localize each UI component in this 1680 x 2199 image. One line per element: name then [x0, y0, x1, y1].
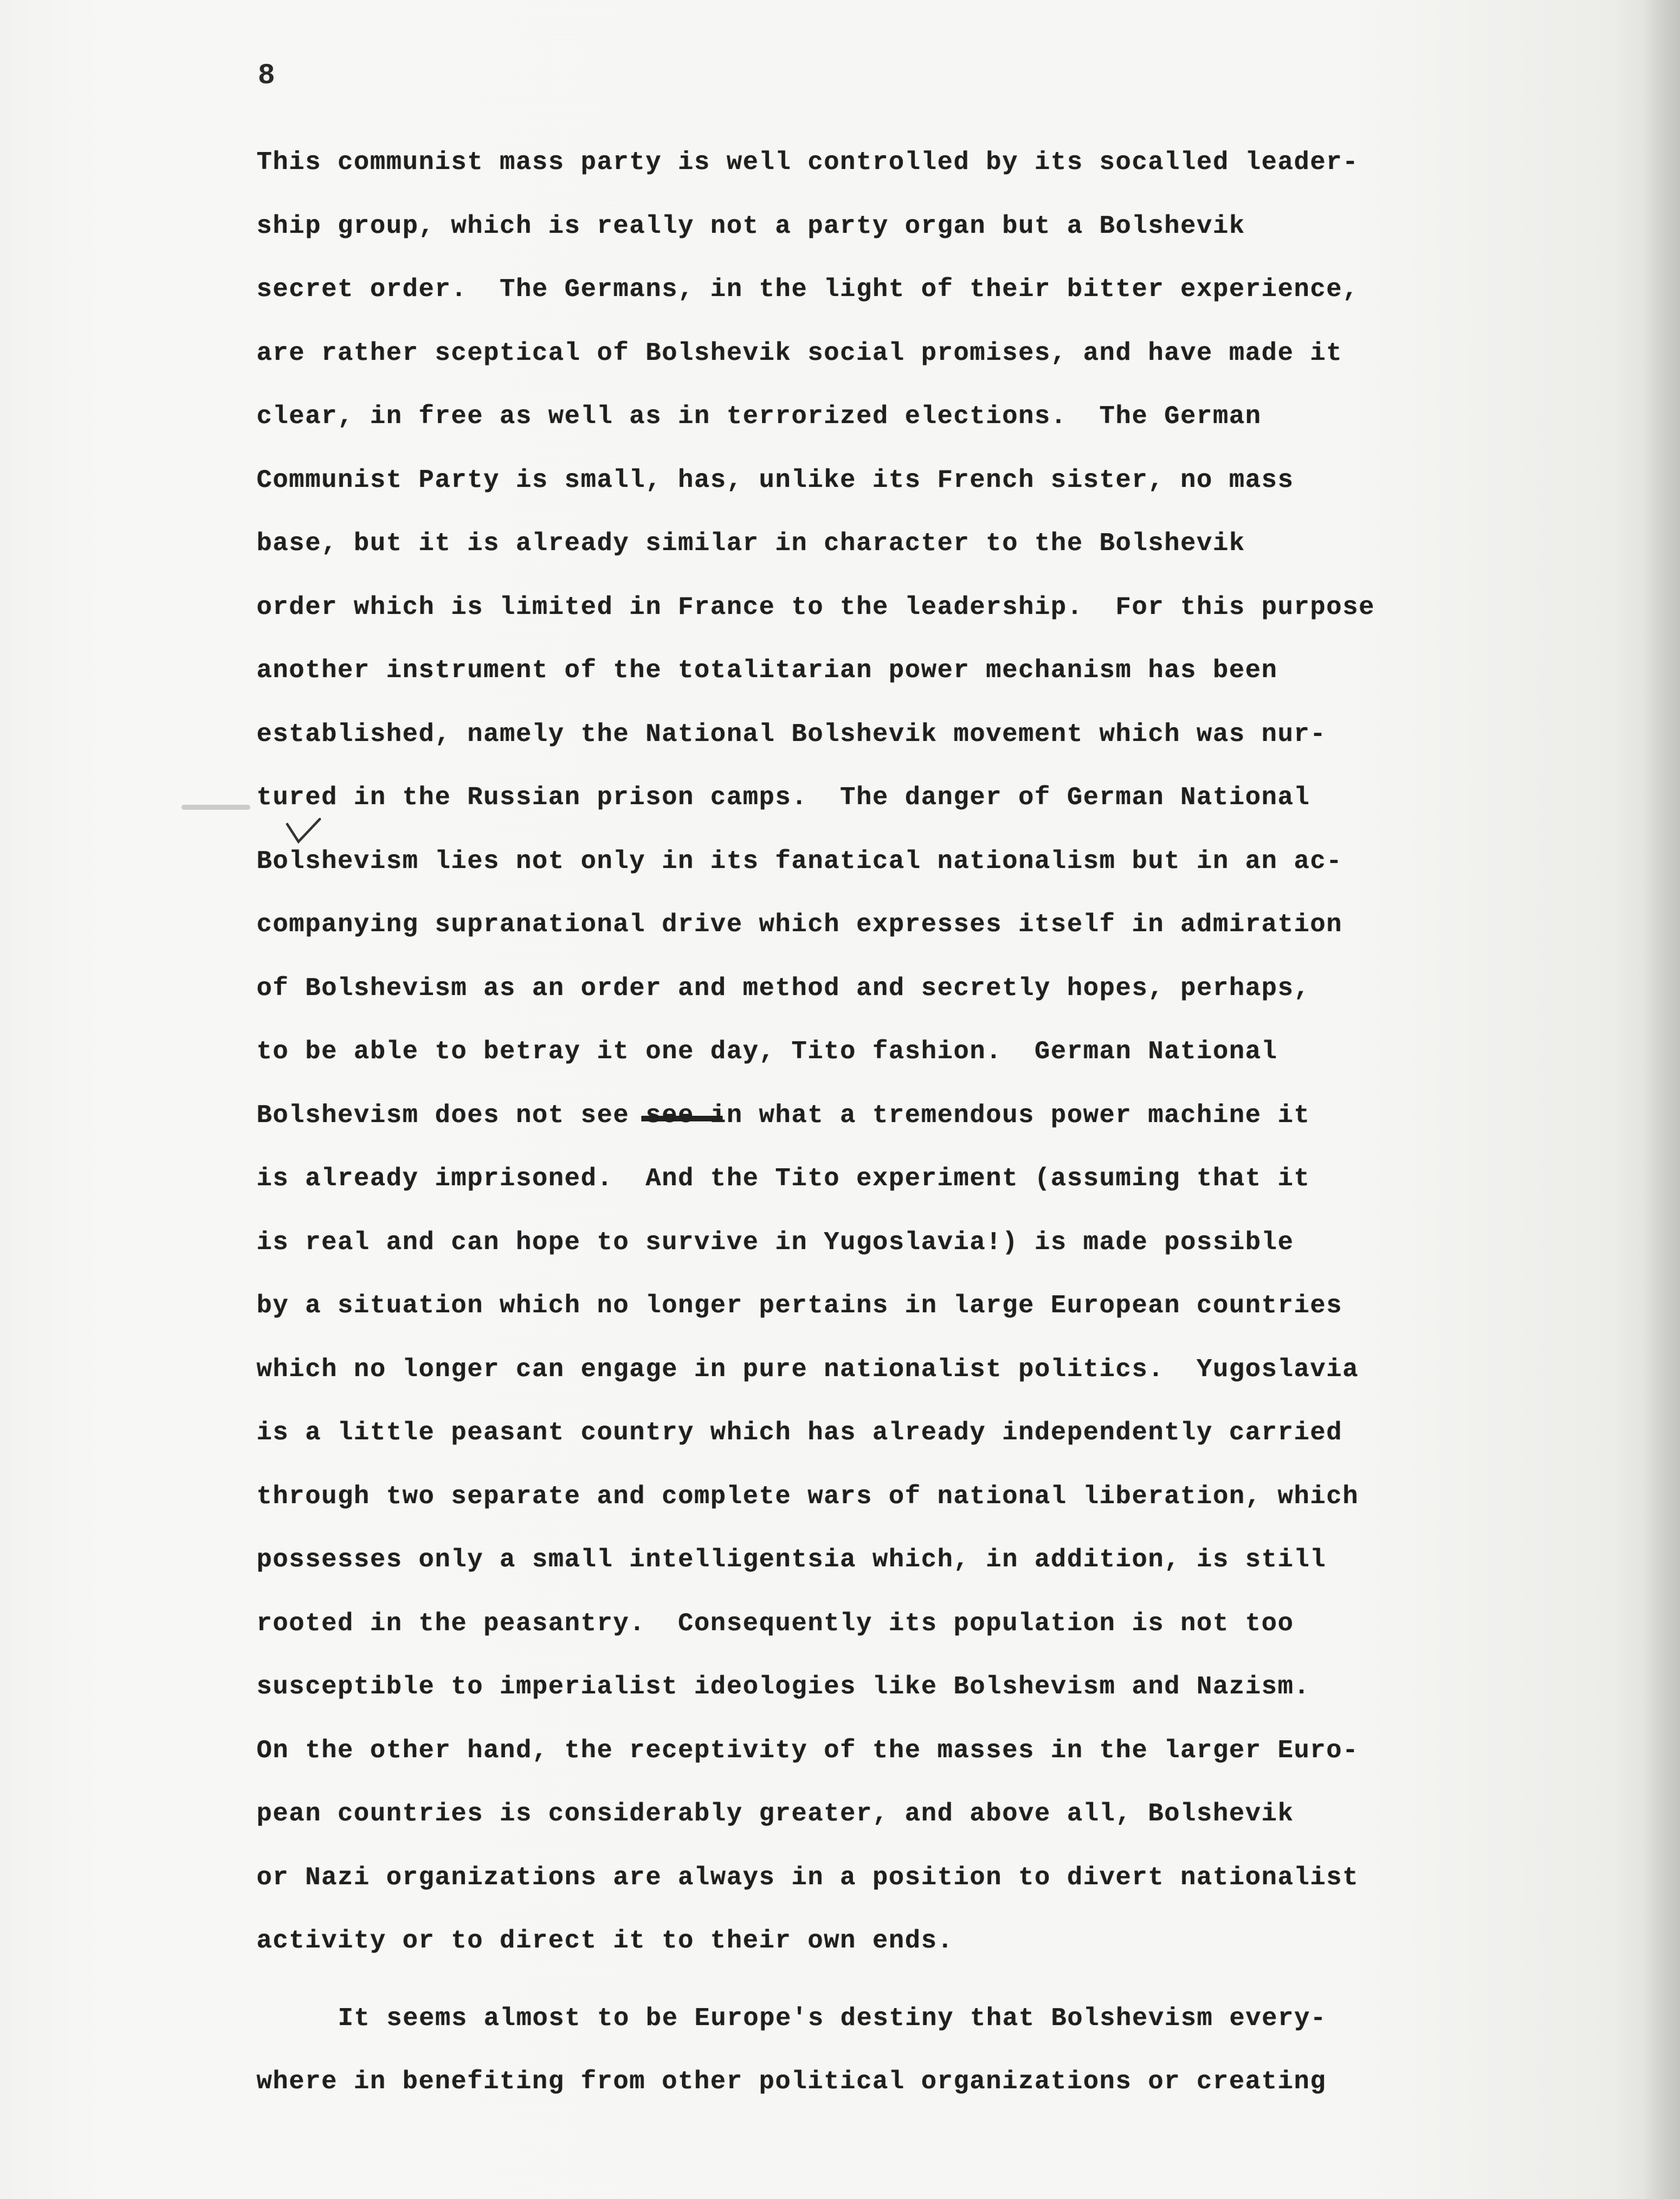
text-line: clear, in free as well as in terrorized elections. The German	[257, 402, 1262, 431]
text-line: Bolshevism does not see see in what a tremendous power machine it	[257, 1101, 1310, 1130]
text-line: ship group, which is really not a party organ but a Bolshevik	[257, 212, 1246, 241]
text-line: by a situation which no longer pertains in large European countries	[257, 1292, 1343, 1320]
text-line: On the other hand, the receptivity of the masses in the larger Euro-	[257, 1736, 1359, 1765]
margin-pencil-mark	[181, 805, 250, 810]
text-line: companying supranational drive which expresses itself in admiration	[257, 911, 1343, 939]
text-line: rooted in the peasantry. Consequently its population is not too	[257, 1609, 1294, 1638]
text-line: where in benefiting from other political organizations or creating	[257, 2068, 1326, 2096]
text-line: which no longer can engage in pure nationalist politics. Yugoslavia	[257, 1355, 1359, 1384]
text-line: established, namely the National Bolshevik movement which was nur-	[257, 720, 1326, 749]
text-line: or Nazi organizations are always in a position to divert nationalist	[257, 1863, 1359, 1892]
text-line: possesses only a small intelligentsia which, in addition, is still	[257, 1546, 1326, 1574]
text-line: through two separate and complete wars of national liberation, which	[257, 1482, 1359, 1511]
text-line: It seems almost to be Europe's destiny that Bolshevism every-	[338, 2004, 1327, 2033]
text-line: This communist mass party is well controlled by its socalled leader-	[257, 148, 1359, 177]
body-text	[257, 131, 1602, 2115]
text-line: Bolshevism lies not only in its fanatical nationalism but in an ac-	[257, 847, 1343, 876]
text-line: Communist Party is small, has, unlike its French sister, no mass	[257, 466, 1294, 495]
text-line: are rather sceptical of Bolshevik social promises, and have made it	[257, 339, 1343, 368]
page-number: 8	[258, 59, 277, 92]
text-line: pean countries is considerably greater, and above all, Bolshevik	[257, 1800, 1294, 1829]
text-line: another instrument of the totalitarian power mechanism has been	[257, 656, 1278, 685]
text-line: base, but it is already similar in character to the Bolshevik	[257, 529, 1246, 558]
text-line: order which is limited in France to the leadership. For this purpose	[257, 593, 1375, 622]
text-line: is a little peasant country which has already independently carried	[257, 1419, 1343, 1447]
text-line: activity or to direct it to their own ends.	[257, 1927, 954, 1956]
text-line: to be able to betray it one day, Tito fashion. German National	[257, 1038, 1278, 1066]
paragraph-gap	[257, 1974, 1602, 1987]
text-line: is already imprisoned. And the Tito experiment (assuming that it	[257, 1165, 1310, 1193]
text-line: of Bolshevism as an order and method and secretly hopes, perhaps,	[257, 974, 1310, 1003]
text-line: susceptible to imperialist ideologies like Bolshevism and Nazism.	[257, 1673, 1310, 1702]
page-edge-shadow	[1642, 0, 1680, 2199]
text-line: is real and can hope to survive in Yugoslavia!) is made possible	[257, 1228, 1294, 1257]
text-line: tured in the Russian prison camps. The danger of German National	[257, 783, 1310, 812]
text-line: secret order. The Germans, in the light of their bitter experience,	[257, 275, 1359, 304]
